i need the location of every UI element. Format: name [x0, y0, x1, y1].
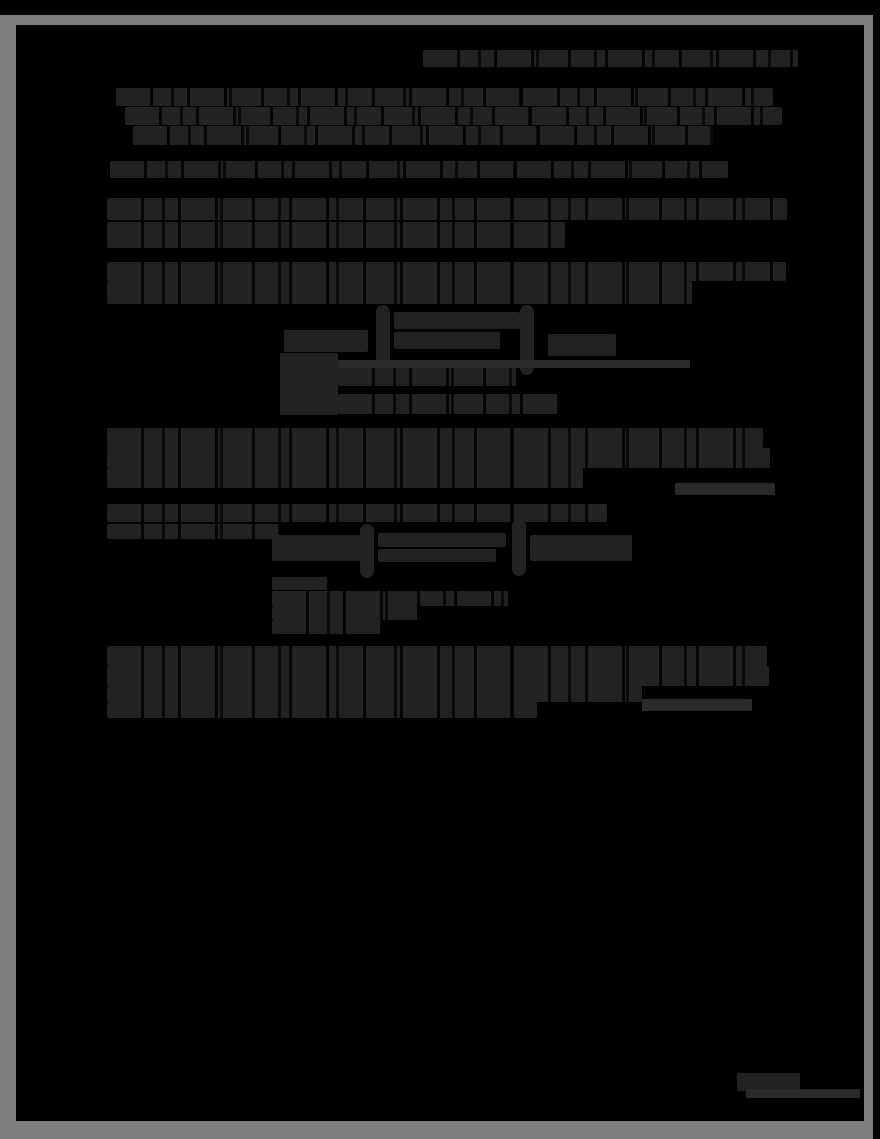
bold-paragraph-fragment — [675, 483, 775, 495]
equation-1-lhs — [284, 330, 368, 352]
closing-paragraph-line-1 — [107, 646, 767, 666]
page-number-underline — [746, 1089, 860, 1098]
closing-paragraph-extension — [642, 699, 752, 711]
where-list-2-line-2 — [272, 606, 420, 620]
sentence-line-1 — [107, 504, 607, 522]
bold-paragraph-line-2 — [107, 448, 770, 468]
equation-2-left-brace — [360, 524, 374, 578]
title-line-2 — [125, 107, 782, 125]
subtitle-line — [110, 161, 728, 178]
equation-2-lhs — [272, 535, 360, 561]
equation-2-condition — [530, 535, 632, 561]
title-line-3 — [133, 126, 713, 145]
closing-paragraph-line-3 — [107, 686, 642, 702]
paragraph-2-line-2 — [107, 281, 692, 304]
equation-2-row-2 — [378, 549, 496, 562]
title-line-1 — [116, 88, 773, 106]
paragraph-1-line-2 — [107, 222, 565, 248]
paper-sheet — [16, 25, 864, 1121]
sentence-line-2 — [107, 524, 279, 539]
bold-paragraph-line-3 — [107, 468, 583, 488]
where-list-1-line-2 — [338, 368, 516, 386]
bold-paragraph-line-1 — [107, 428, 763, 448]
equation-1-condition — [548, 334, 616, 356]
equation-1-row-1 — [394, 312, 520, 329]
closing-paragraph-line-2 — [107, 666, 769, 686]
where-list-1-line-1 — [338, 360, 690, 368]
closing-paragraph-line-4 — [107, 702, 537, 718]
where-list-1-line-3 — [338, 394, 560, 414]
header-line — [423, 50, 798, 67]
paragraph-1-line-1 — [107, 198, 787, 220]
where-list-2-label — [272, 577, 327, 590]
where-list-2-line-1 — [272, 591, 508, 606]
paragraph-2-line-1 — [107, 262, 786, 281]
where-list-1-labels — [280, 353, 338, 415]
equation-2-row-1 — [378, 533, 506, 547]
where-list-2-line-3 — [272, 620, 382, 634]
equation-1-row-2 — [394, 332, 500, 349]
equation-2-right-brace — [512, 519, 526, 576]
